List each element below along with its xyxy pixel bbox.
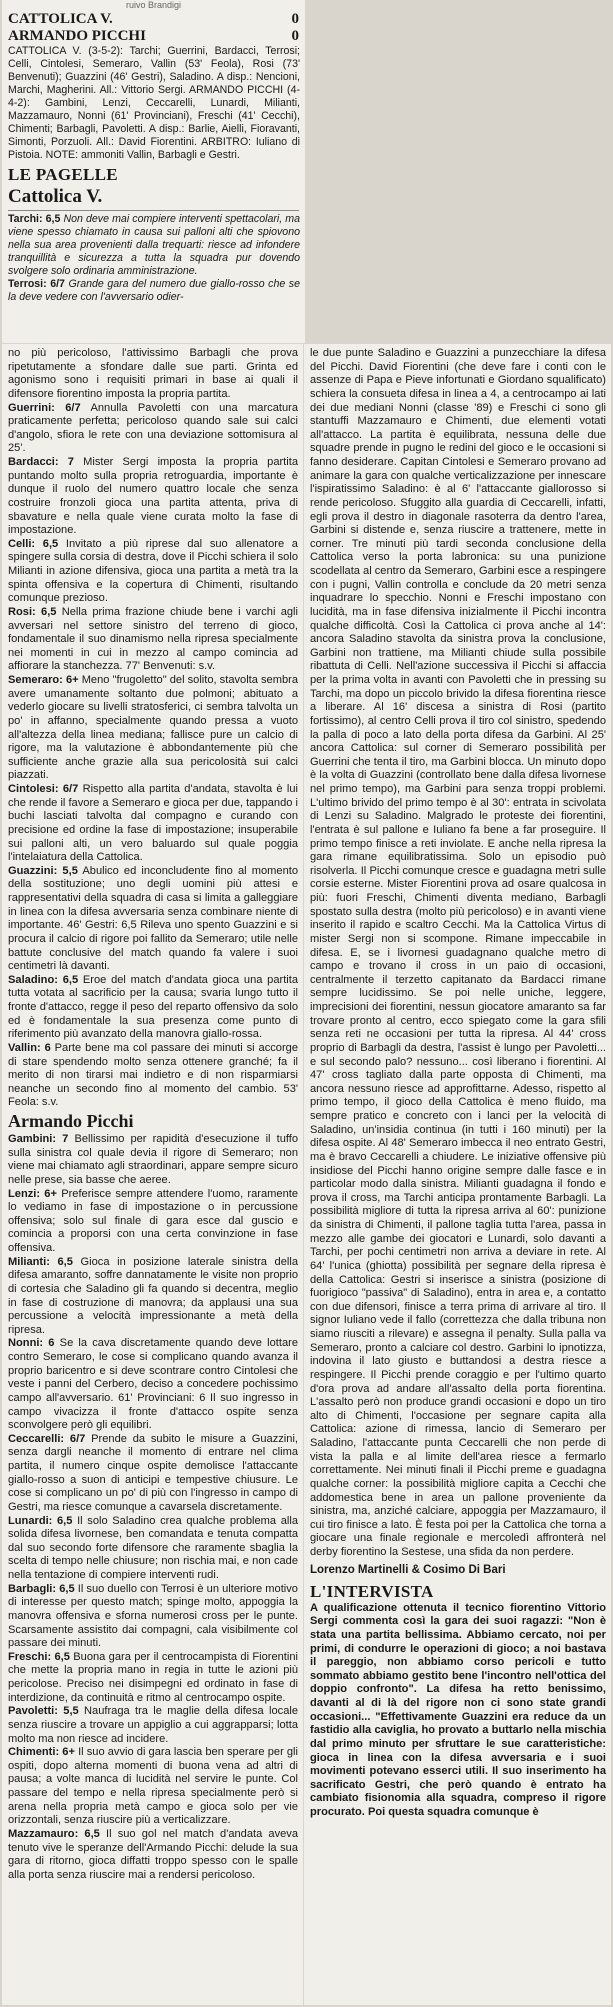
- top-fragment: ruivo Brandigi: [125, 0, 182, 10]
- intervista-title: L'INTERVISTA: [310, 1581, 434, 1601]
- team-home: CATTOLICA V.: [8, 11, 113, 27]
- clipping-ratings: [2, 344, 303, 2005]
- col2b-ratings: [2, 1133, 303, 1882]
- rating: no più pericoloso, l'attivissimo Barbagli che prova ripetutamente a sfondare dalle sue parti. Grinta ed agonismo sono i requisiti primari in base ai quali il difensore fiorentino imposta la propria partita.: [8, 347, 298, 400]
- divider: [8, 210, 299, 211]
- rating: Gambini: 7 Bellissimo per rapidità d'esecuzione il tuffo sulla sinistra col quale devia il rigore di Semeraro; non viene mai chiamato agli straordinari, appare sempre sicuro nelle prese, sia basse che aeree.: [8, 1133, 298, 1186]
- score-home: 0: [291, 11, 299, 27]
- rating: Saladino: 6,5 Eroe del match d'andata gioca una partita tutta votata al sacrificio per la causa; svaria lungo tutto il fronte d'attacco, regge il peso del reparto offensivo da solo ed è fondamentale la sua presenza come punto di riferimento più avanzato della manovra giallo-rossa.: [8, 973, 299, 1041]
- team-away: ARMANDO PICCHI: [8, 28, 146, 44]
- intervista: [304, 1602, 611, 1820]
- rating: Chimenti: 6+ Il suo avvio di gara lascia ben sperare per gli ospiti, dopo alterna momenti di buona vena ad altri di pausa; a volte manca di lucidità nel servire le punte. Col passare del tempo e nella ripresa specialmente però si arena nella propria metà campo e gioca solo per vie orizzontali, senza riuscire più a verticalizzare.: [8, 1746, 298, 1827]
- score-row-home: [2, 11, 305, 28]
- rating: Lenzi: 6+ Preferisce sempre attendere l'uomo, raramente lo vediamo in fase di impostazione o in percussione offensiva; solo sul finale di gara esce dal guscio e comincia a proporsi con una certa convinzione in fase offensiva.: [8, 1187, 298, 1254]
- col1-ratings: [2, 213, 305, 304]
- clipping-report: [304, 344, 611, 2005]
- clipping-header: [2, 0, 305, 343]
- rating: Lunardi: 6,5 Il solo Saladino crea qualche problema alla solida difesa livornese, ben comandata e tenuta compatta dal suo secondo forte difensore che raramente sbaglia la scelta di tempo nelle chiusure; non rischia mai, e non cade nella tentazione di compiere interventi rudi.: [8, 1514, 298, 1581]
- rating: Terrosi: 6/7 Grande gara del numero due giallo-rosso che se la deve vedere con l'avversario odier-: [8, 278, 300, 303]
- rating: Vallin: 6 Parte bene ma col passare dei minuti si accorge di stare spendendo molto senza ottenere granché; fa il merito di non tirarsi mai indietro e di non risparmiarsi neanche un secondo fino al momento del cambio. 53' Feola: s.v.: [8, 1041, 298, 1109]
- rating: Barbagli: 6,5 Il suo duello con Terrosi è un ulteriore motivo di interesse per questo match; spinge molto, appoggia la manovra offensiva e sforna numerosi cross per le punte. Scarsamente assistito dai compagni, cala visibilmente col passare dei minuti.: [8, 1582, 298, 1650]
- rating: Guerrini: 6/7 Annulla Pavoletti con una marcatura praticamente perfetta; pericoloso quando sale sui calci d'angolo, sfiora le rete con una deviazione sottomisura al 25'.: [8, 401, 298, 455]
- rating: Tarchi: 6,5 Non deve mai compiere interventi spettacolari, ma viene spesso chiamato in causa sui palloni alti che spiovono nella sua area provenienti dalla trequarti: riesce ad infondere tranquillità e sicurezza a tutta la squadra pur dovendo svolgere solo ordinaria amministrazione.: [8, 213, 301, 277]
- rating: Rosi: 6,5 Nella prima frazione chiude bene i varchi agli avversari nel settore sinistro del terreno di gioco, fondamentale il suo dinamismo nella ripresa specialmente nei momenti in cui in mezzo al campo comincia ad affiorare la stanchezza. 77' Benvenuti: s.v.: [8, 605, 298, 673]
- rating: Ceccarelli: 6/7 Prende da subito le misure a Guazzini, senza dargli neanche il momento di entrare nel clima partita, il numero cinque ospite demolisce l'attaccante giallo-rosso a suon di anticipi e tempestive chiusure. Le cose si complicano un po' di più con l'ingresso in campo di Gestri, ma riesce comunque a cavarsela discretamente.: [8, 1432, 298, 1513]
- score-away: 0: [291, 28, 299, 44]
- rating: Bardacci: 7 Mister Sergi imposta la propria partita puntando molto sulla propria retroguardia, importante è dunque il ruolo del numero quattro locale che senza costruire fronzoli gioca una partita attenta, priva di sbavature e nella quale viene curata molto la fase di impostazione.: [8, 456, 298, 537]
- pagelle-title: LE PAGELLE: [8, 165, 118, 184]
- rating: Pavoletti: 5,5 Naufraga tra le maglie della difesa locale senza riuscire a trovare un appiglio a cui aggrapparsi; lotta molto ma non riesce ad incidere.: [8, 1705, 298, 1745]
- rating: Mazzamauro: 6,5 Il suo gol nel match d'andata aveva tenuto vive le speranze dell'Armando Picchi: delude la sua gara di ritorno, gioca diffatti troppo spesso con le spalle alla porta senza riuscire mai a rendersi pericoloso.: [8, 1827, 299, 1881]
- rating: Nonni: 6 Se la cava discretamente quando deve lottare contro Semeraro, le cose si complicano quando avanza il proprio baricentro e si deve scontrare contro Cintolesi che veste i panni del Cerbero, deciso a concedere pochissimo campo all'avversario. 61' Provinciani: 6 Il suo ingresso in campo vivacizza il fronte d'attacco ospite senza sconvolgere però gli equilibri.: [8, 1337, 298, 1432]
- rating: Guazzini: 5,5 Abulico ed inconcludente fino al momento della sostituzione; uno degli uomini più attesi e rappresentativi della squadra di casa si limita a galleggiare in linea con la difesa avversaria senza combinare niente di importante. 46' Gestri: 6,5 Rileva uno spento Guazzini e si procura il calcio di rigore poi fallito da Semeraro; utile nelle battute conclusive del match quando fa valere i suoi centimetri là davanti.: [8, 864, 298, 973]
- tabellino: [2, 45, 305, 162]
- intervista-text: A qualificazione ottenuta il tecnico fiorentino Vittorio Sergi commenta così la gara dei suoi ragazzi: "Non è stata una partita bellissima. Abbiamo cercato, noi per primi, di condurre le operazioni di gioco; a noi bastava il pareggio, non abbiamo corso pericoli e tutto sommato abbiamo gestito bene l'incontro nell'ottica del doppio confronto". La difesa ha retto benissimo, davanti al di là del rigore non ci sono state grandi occasioni... "Effettivamente Guazzini era reduce da un fastidio alla caviglia, ho provato a buttarlo nella mischia dal primo minuto per sfruttare le sue caratteristiche: gioca in linea con la difesa avversaria e i suoi movimenti potevano esserci utili. Il suo inserimento ha sacrificato Gestri, che però quando è entrato ha cambiato fisionomia alla squadra, compreso il rigore procurato. Poi questa squadra comunque è: [310, 1601, 606, 1818]
- tabellino-text: CATTOLICA V. (3-5-2): Tarchi; Guerrini, Bardacci, Terrosi; Celli, Cintolesi, Semeraro, Vallin (53' Feola), Rosi (73' Benvenuti); Guazzini (46' Gestri), Saladino. A disp.: Nencioni, Marchi, Magherini. All.: Vittorio Sergi. ARMANDO PICCHI (4-4-2): Gambini, Lenzi, Ceccarelli, Lunardi, Milianti, Mazzamauro, Nonni (61' Provinciani), Freschi (41' Cecchi), Chimenti; Barbagli, Pavoletti. A disp.: Barlie, Aielli, Fioravanti, Simonti, Porzuoli. All.: David Fiorentini. ARBITRO: Iuliano di Pistoia. NOTE: ammoniti Vallin, Barbagli e Gestri.: [8, 45, 300, 161]
- authors: Lorenzo Martinelli & Cosimo Di Bari: [310, 1563, 506, 1576]
- match-report: [304, 344, 611, 1560]
- team2-title: Armando Picchi: [8, 1111, 134, 1131]
- rating: Semeraro: 6+ Meno "frugoletto" del solito, stavolta sembra avere umanamente soltanto due polmoni; abituato a vederlo giocare su livelli stratosferici, ci sembra talvolta un po' in affanno, specialmente quando pressa a vuoto all'altezza della linea mediana; fallisce pure un calcio di rigore, ma la valutazione è abbondantemente più che sufficiente anche grazie alla sua pericolosità sui calci piazzati.: [8, 674, 298, 782]
- rating: Cintolesi: 6/7 Rispetto alla partita d'andata, stavolta è lui che rende il favore a Semeraro e gioca per due, tappando i buchi lasciati talvolta dal compagno e curando con precisione ed ordine la fase di impostazione; insuperabile sui palloni alti, un vero baluardo sul quale poggia l'intelaiatura della Cattolica.: [8, 783, 298, 864]
- team1-title: Cattolica V.: [8, 186, 103, 207]
- rating: Milianti: 6,5 Gioca in posizione laterale sinistra della difesa amaranto, soffre dannatamente le visite non proprio di cortesia che Saladino gli fa quando si decentra, meglio in fase di costruzione di manovra; da applausi una sua percussione a velocità impressionante a metà della ripresa.: [8, 1255, 298, 1336]
- rating: Freschi: 6,5 Buona gara per il centrocampista di Fiorentini che mette la propria mano in regia in tutte le azioni più pericolose. Preciso nei disimpegni ed ordinato in fase di interdizione, da continuità e ritmo al centrocampo ospite.: [8, 1650, 298, 1704]
- col2-ratings: [2, 344, 303, 1110]
- rating: Celli: 6,5 Invitato a più riprese dal suo allenatore a spingere sulla corsia di destra, dove il Picchi schiera il solo Milianti in azione difensiva, gioca una partita a metà tra la spinta offensiva e la copertura di Chimenti, risultando comunque prezioso.: [8, 537, 298, 605]
- match-report-text: le due punte Saladino e Guazzini a punzecchiare la difesa del Picchi. David Fiorentini (che deve fare i conti con le assenze di Papa e Pieve infortunati e Giordano squalificato) schiera la consueta difesa in linea a 4, a centrocampo ai lati dei due mediani Nonni (classe '89) e Freschi ci sono gli stantuffi Mazzamauro e Chimenti, due elementi votati all'attacco. La partita è equilibrata, nessuna delle due squadre prende in pugno le redini del gioco e le occasioni si fanno desiderare. Capitan Cintolesi e Semeraro provano ad animare la gara con qualche verticalizzazione per innescare l'ispiratissimo Saladino: è al 6' l'attaccante giallorosso si rende pericoloso. Sfuggito alla guardia di Ceccarelli, infatti, egli prova il destro in diagonale rasoterra da dentro l'area, Garbini si distende e, senza riuscire a trattenere, mette in corner. Tre minuti più tardi seconda conclusione della Cattolica verso la porta labronica: su una punizione scodellata al centro da Semeraro, Garbini esce a respingere con i pugni, Vallin controlla e conclude da 20 metri senza inquadrare lo specchio. Nonni e Freschi impostano con lucidità, ma in fase difensiva inizialmente il Picchi incontra qualche difficoltà. Così la Cattolica ci prova anche al 14': ancora Saladino stavolta da sinistra prova la conclusione, Garbini non trattiene, ma Milianti chiude sulla possibile ribattuta di Celli. Nell'azione successiva il Picchi si affaccia per la prima volta in avanti con Pavoletti che in pressing su Tarchi, ma dopo un piccolo brivido la difesa fiorentina riesce a liberare. Al 16' discesa a sinistra di Rosi (partito fortissimo), al centro Celli prova il tiro col sinistro, spedendo la palla di poco a lato della porta difesa da Garbini. Al 25' ancora Cattolica: sul corner di Semeraro possibilità per Guerrini che tenta il tiro, ma Garbini blocca. Un minuto dopo è la volta di Guazzini (controllato bene dalla difesa livornese nel primo tempo), ma Garbini para senza troppi problemi. L'ultimo brivido del primo tempo è al 30': entrata in scivolata di Lenzi su Saladino. Malgrado le proteste dei fiorentini, l'entrata è sul pallone e Iuliano fa bene a far proseguire. Il primo tempo finisce a reti inviolate. E anche nella ripresa la gara rimane equilibratissima. Solo un episodio può risolverla. Il Picchi comunque cresce e guadagna metri sulle corsie esterne. Mister Fiorentini prova ad osare qualcosa in più: fuori Freschi, Chimenti diventa mediano, Barbagli spostato sulla destra (molto più pericoloso) e in avanti viene inserito il rapido e scaltro Cecchi. Ma la Cattolica Virtus di mister Sergi non si scompone. Rimane impeccabile in difesa. E, se i livornesi guadagnano qualche metro di campo e trovano il cross in un paio di occasioni, centralmente il terzetto capitanato da Bardacci rimane sempre lucidissimo. Se poi nelle uniche, leggere, imprecisioni dei fiorentini, nessun giocatore amaranto sa far trovare pronto al centro, ecco spiegato come la gara sfili senza reti ne occasioni per tutta la ripresa. Al 44' cross proprio di Barbagli da destra, l'assist è lungo per Pavoletti... e sul secondo palo? nessuno... così liberano i fiorentini. Al 47' cross tagliato dalla parte opposta di Chimenti, ma ancora nessuno riesce ad approfittarne. Adesso, rispetto al primo tempo, il gioco della Cattolica è meno fluido, ma sempre pratico e concreto con i lanci per la velocità di Saladino, un'insidia continua (in tutti i 160 minuti) per la difesa ospite. Al 48' Semeraro imbecca il neo entrato Gestri, ma è bravo Ceccarelli a chiudere. Le iniziative offensive più insidiose del Picchi hanno origine sempre dalle fasce e in particolar modo dalla sinistra. Milianti guadagna il fondo e prova il cross, ma Tarchi anticipa prontamente Barbagli. La possibilità migliore di tutta la ripresa arriva al 60': punizione da sinistra di Chimenti, il pallone taglia tutta l'area, passa in mezzo alle gambe dei giocatori e Lunardi, solo davanti a Tarchi, per pochi centimetri non arriva a deviare in rete. Al 64' l'unica (ghiotta) possibilità per segnare della ripresa è della Cattolica: Gestri si inserisce a sinistra (posizione di fuorigioco "passiva" di Saladino), entra in area e, a contatto con due difensori, finisce a terra prima di arrivare al tiro. Il signor Iuliano vede il fallo (correttezza che dalla tribuna non siamo riusciti a rilevare) e assegna il penalty. Sulla palla va Semeraro, pronto a calciare col destro. Garbini lo ipnotizza, indovina il lato giusto e buttandosi a destra riesce a respingere. Il Picchi prende coraggio e per l'ultimo quarto d'ora prova ad andare all'assalto della porta fiorentina. L'assalto però non produce grandi occasioni e dopo un tiro alto di Chimenti, l'occasione per segnare capita alla Cattolica: azione di rimessa, lancio di Semeraro per Saladino, l'attaccante punta Ceccarelli che non perde di vista la palla e al limite dell'area riesce a fermarlo correttamente. Nei minuti finali il Picchi preme e guadagna qualche corner: la possibilità migliore capita a Cecchi che addomestica bene in area un pallone proveniente da sinistra, ma, anziché calciare, appoggia per Mazzamauro, il cui tiro finisce a lato. È festa poi per la Cattolica che torna a giocare una finale regionale e mercoledì affronterà nel derby fiorentino la Sestese, una sfida da non perdere.: [310, 347, 606, 1558]
- score-row-away: [2, 28, 305, 45]
